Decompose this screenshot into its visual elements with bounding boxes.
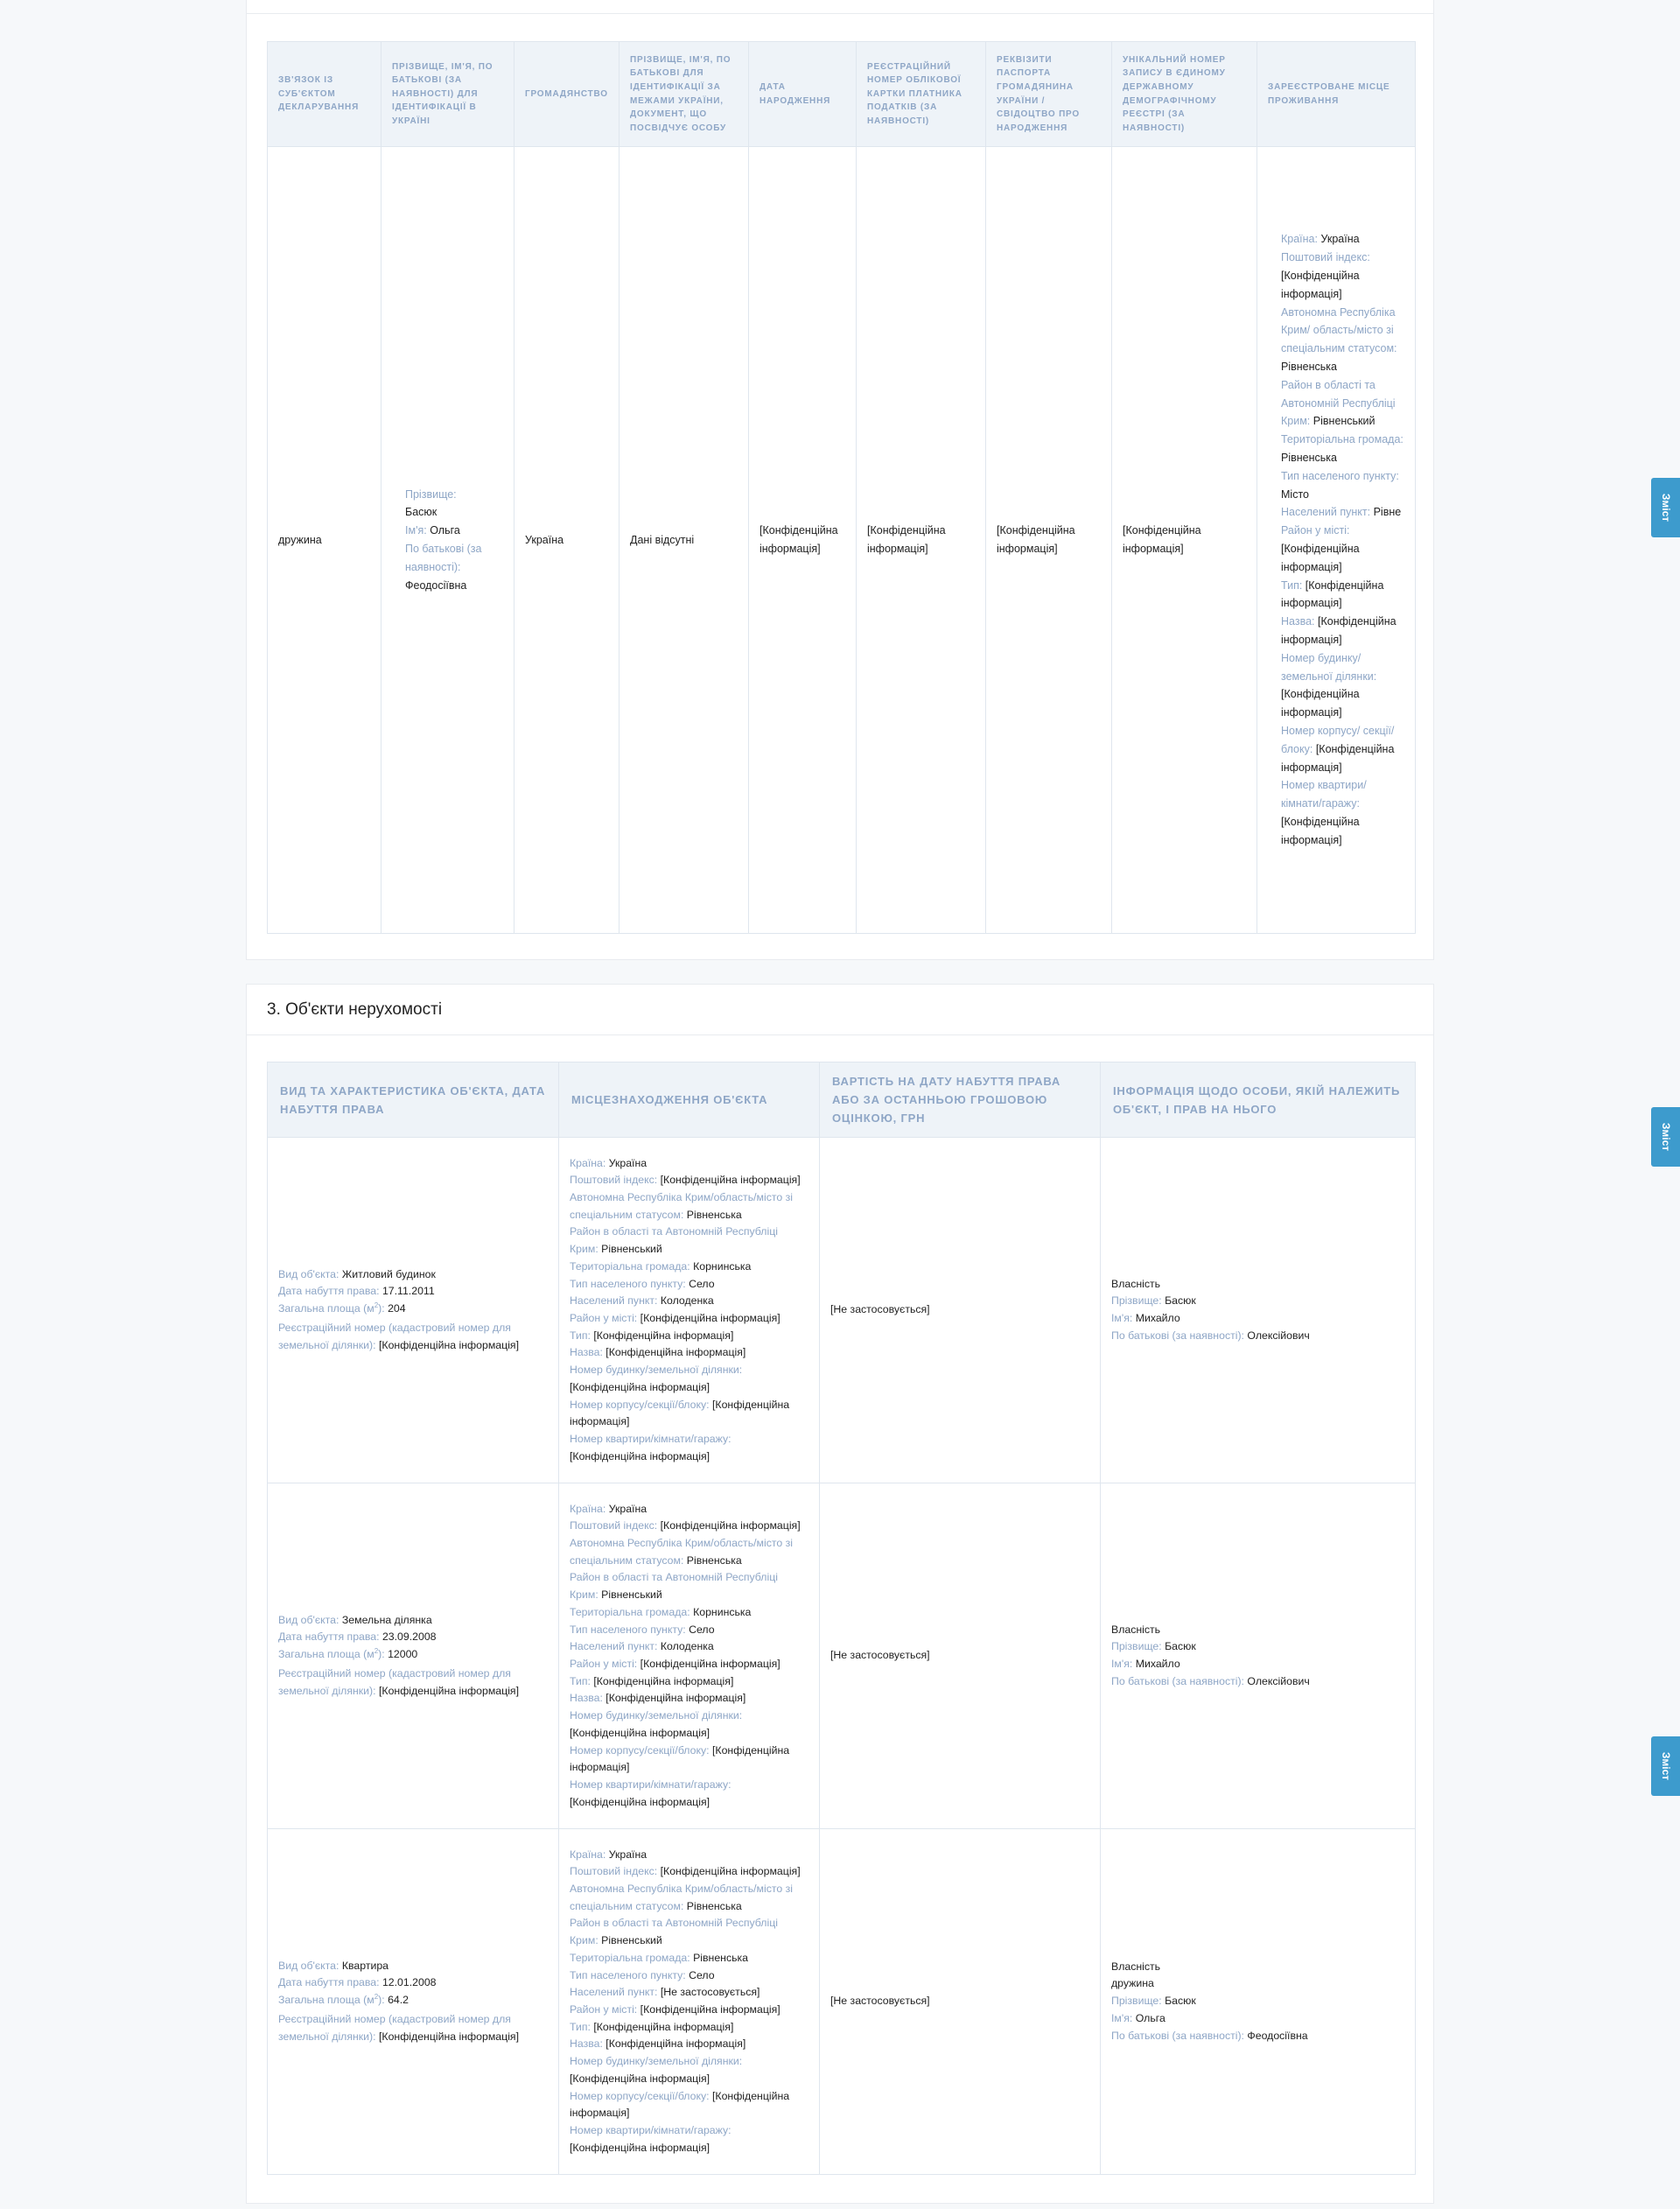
address-field-label: Країна: [1281, 233, 1318, 246]
location-cell [559, 1483, 820, 1829]
location-district-label: Район в області та Автономній Республіці Крим: [570, 1225, 778, 1256]
cadastral [278, 1320, 548, 1354]
acquired-date-label: Дата набуття права: [278, 1976, 380, 1989]
location-settlement-type-label: Тип населеного пункту: [570, 1968, 686, 1981]
address-field [1281, 613, 1404, 649]
object-type-label: Вид об'єкта: [278, 1959, 340, 1972]
location-building [570, 1743, 808, 1777]
address-field-value: [Конфіденційна інформація] [1281, 688, 1360, 719]
object-type [278, 1958, 548, 1975]
location-community-value: Корнинська [693, 1605, 752, 1618]
location-apartment-label: Номер квартири/кімнати/гаражу: [570, 1432, 732, 1445]
location-region-label: Автономна Республіка Крим/область/місто зі спеціальним статусом: [570, 1537, 793, 1567]
location-street-type-label: Тип: [570, 2020, 591, 2033]
address-field [1281, 522, 1404, 576]
address-field [1281, 467, 1404, 504]
location-settlement-value: [Не застосовується] [660, 1986, 760, 1999]
cadastral-value: [Конфіденційна інформація] [378, 1338, 520, 1351]
location-community [570, 1604, 808, 1622]
address-field-value: [Конфіденційна інформація] [1281, 815, 1360, 846]
owner-first-name-value: Ольга [1135, 2011, 1166, 2024]
location-community-value: Корнинська [693, 1259, 752, 1273]
address-field [1281, 249, 1404, 303]
object-type [278, 1612, 548, 1630]
object-type-value: Житловий будинок [341, 1267, 436, 1280]
address-field [1281, 577, 1404, 614]
address-field [1281, 304, 1404, 376]
location-region-value: Рівненська [686, 1208, 742, 1221]
location-settlement-type [570, 1622, 808, 1639]
location-postal [570, 1518, 808, 1535]
location-region-label: Автономна Республіка Крим/область/місто зі спеціальним статусом: [570, 1883, 793, 1912]
location-city-district-label: Район у місті: [570, 1658, 638, 1670]
column-header: ПРІЗВИЩЕ, ІМ'Я, ПО БАТЬКОВІ ДЛЯ ІДЕНТИФІКАЦІЇ ЗА МЕЖАМИ УКРАЇНИ, ДОКУМЕНТ, ЩО ПОСВІДЧУЄ ОСОБУ [620, 42, 749, 147]
acquired-date [278, 1629, 548, 1646]
owner-surname-label: Прізвище: [1111, 1640, 1162, 1653]
location-street-type-value: [Конфіденційна інформація] [593, 2020, 734, 2033]
acquired-date-label: Дата набуття права: [278, 1285, 380, 1298]
area-unit-power: 2 [374, 1993, 379, 2002]
location-apartment [570, 1777, 808, 1811]
owner-cell [1101, 1483, 1416, 1829]
location-country [570, 1847, 808, 1864]
location-settlement [570, 1638, 808, 1656]
location-cell [559, 1829, 820, 2175]
location-apartment [570, 2122, 808, 2156]
owner-surname-value: Басюк [1165, 1640, 1196, 1653]
location-street-name [570, 2036, 808, 2053]
address-field-value: Рівненська [1281, 361, 1337, 374]
relation-cell: дружина [268, 147, 382, 934]
area-label-end: ): [378, 1994, 385, 2007]
owner-patronymic-value: Феодосіївна [1247, 2029, 1308, 2042]
real-estate-table [267, 1062, 1416, 2175]
location-street-type [570, 1328, 808, 1345]
location-settlement-type-label: Тип населеного пункту: [570, 1277, 686, 1290]
owner-surname [1111, 1638, 1404, 1656]
location-settlement-type-value: Село [689, 1623, 715, 1636]
location-settlement-label: Населений пункт: [570, 1986, 658, 1999]
location-settlement [570, 1293, 808, 1310]
name-cell [382, 147, 514, 934]
acquired-date-value: 23.09.2008 [382, 1630, 437, 1644]
location-apartment-label: Номер квартири/кімнати/гаражу: [570, 2123, 732, 2136]
location-street-type-value: [Конфіденційна інформація] [593, 1674, 734, 1687]
address-field-value: [Конфіденційна інформація] [1281, 270, 1360, 300]
location-settlement-type [570, 1967, 808, 1985]
address-field-value: Рівне [1373, 506, 1402, 519]
area [278, 1992, 548, 2009]
location-house [570, 1708, 808, 1742]
location-building [570, 1397, 808, 1431]
owner-patronymic-value: Олексійович [1247, 1674, 1310, 1687]
location-building-value: [Конфіденційна інформація] [570, 1743, 790, 1774]
address-field-value: Рівненська [1281, 452, 1337, 465]
location-region [570, 1189, 808, 1224]
location-district [570, 1224, 808, 1258]
location-settlement-type-value: Село [689, 1277, 715, 1290]
location-house-value: [Конфіденційна інформація] [570, 1380, 710, 1393]
tax-number-cell: [Конфіденційна інформація] [857, 147, 986, 934]
location-house-label: Номер будинку/земельної ділянки: [570, 2055, 743, 2068]
location-street-name-value: [Конфіденційна інформація] [606, 1346, 746, 1359]
column-header: ВИД ТА ХАРАКТЕРИСТИКА ОБ'ЄКТА, ДАТА НАБУТТЯ ПРАВА [268, 1062, 559, 1138]
location-apartment-value: [Конфіденційна інформація] [570, 2141, 710, 2154]
location-building [570, 2088, 808, 2122]
section-title: 3. Об'єкти нерухомості [267, 1000, 443, 1019]
owner-first-name-value: Михайло [1135, 1658, 1180, 1670]
table-header-row [268, 1062, 1416, 1138]
owner-surname [1111, 1993, 1404, 2010]
contents-tab[interactable] [1651, 478, 1680, 537]
area-label [278, 1302, 385, 1315]
location-house-value: [Конфіденційна інформація] [570, 2072, 710, 2085]
card-divider [247, 1034, 1433, 1035]
location-street-name-label: Назва: [570, 2037, 603, 2051]
address-field-label: Тип населеного пункту: [1281, 469, 1399, 482]
first-name-label: Ім'я: [405, 524, 427, 537]
location-community [570, 1259, 808, 1276]
address-field-label: Поштовий індекс: [1281, 251, 1370, 264]
owner-first-name-label: Ім'я: [1111, 1658, 1133, 1670]
acquired-date-value: 12.01.2008 [382, 1976, 437, 1989]
location-country [570, 1501, 808, 1518]
address-field-label: Населений пункт: [1281, 506, 1371, 519]
owner-first-name-label: Ім'я: [1111, 1312, 1133, 1324]
location-country-value: Україна [608, 1502, 648, 1515]
address-cell [1257, 147, 1416, 934]
address-field-value: Місто [1281, 487, 1309, 501]
family-members-table [267, 41, 1416, 934]
patronymic-value: Феодосіївна [405, 579, 467, 592]
cadastral [278, 1666, 548, 1700]
location-country-label: Країна: [570, 1156, 606, 1169]
location-settlement-type-value: Село [689, 1968, 715, 1981]
area-value: 12000 [388, 1648, 418, 1661]
location-city-district [570, 2002, 808, 2019]
table-row [268, 1829, 1416, 2175]
demographic-number-cell: [Конфіденційна інформація] [1112, 147, 1257, 934]
location-building-value: [Конфіденційна інформація] [570, 1398, 790, 1428]
first-name-value: Ольга [430, 524, 460, 537]
owner-cell [1101, 1829, 1416, 2175]
location-building-value: [Конфіденційна інформація] [570, 2089, 790, 2120]
location-city-district-label: Район у місті: [570, 2003, 638, 2016]
address-field-value: Рівненський [1312, 415, 1376, 428]
location-district [570, 1569, 808, 1603]
object-type [278, 1266, 548, 1284]
address-field-label: Назва: [1281, 615, 1315, 628]
owner-patronymic [1111, 1673, 1404, 1691]
owner-patronymic [1111, 2028, 1404, 2045]
area-label-end: ): [378, 1648, 385, 1661]
cadastral-label: Реєстраційний номер (кадастровий номер для земельної ділянки): [278, 1321, 511, 1351]
cadastral-label: Реєстраційний номер (кадастровий номер для земельної ділянки): [278, 1666, 511, 1697]
location-postal-value: [Конфіденційна інформація] [660, 1519, 801, 1532]
cadastral-value: [Конфіденційна інформація] [378, 1684, 520, 1697]
contents-tab-label: Зміст [1659, 1122, 1672, 1152]
table-row [268, 147, 1416, 934]
location-region-label: Автономна Республіка Крим/область/місто зі спеціальним статусом: [570, 1191, 793, 1221]
location-country-value: Україна [608, 1848, 648, 1861]
location-settlement-value: Колоденка [660, 1294, 714, 1308]
location-city-district [570, 1656, 808, 1673]
location-apartment-label: Номер квартири/кімнати/гаражу: [570, 1778, 732, 1791]
family-members-card [246, 0, 1434, 960]
location-house-value: [Конфіденційна інформація] [570, 1726, 710, 1739]
column-header: РЕЄСТРАЦІЙНИЙ НОМЕР ОБЛІКОВОЇ КАРТКИ ПЛАТНИКА ПОДАТКІВ (ЗА НАЯВНОСТІ) [857, 42, 986, 147]
owner-patronymic [1111, 1328, 1404, 1345]
location-settlement-value: Колоденка [660, 1640, 714, 1653]
object-type-value: Квартира [341, 1959, 389, 1972]
contents-tab[interactable] [1651, 1107, 1680, 1167]
location-community-label: Територіальна громада: [570, 1951, 690, 1964]
location-postal-value: [Конфіденційна інформація] [660, 1174, 801, 1187]
location-community [570, 1950, 808, 1967]
first-name [405, 522, 503, 540]
address-field-value: [Конфіденційна інформація] [1281, 543, 1360, 573]
column-header: ЗАРЕЄСТРОВАНЕ МІСЦЕ ПРОЖИВАННЯ [1257, 42, 1416, 147]
location-postal-label: Поштовий індекс: [570, 1865, 658, 1878]
object-cell [268, 1829, 559, 2175]
location-country-label: Країна: [570, 1848, 606, 1861]
right-type: Власність [1111, 1623, 1161, 1636]
area [278, 1646, 548, 1664]
table-row [268, 1483, 1416, 1829]
acquired-date-value: 17.11.2011 [382, 1285, 435, 1298]
contents-tab-label: Зміст [1659, 493, 1672, 522]
location-apartment-value: [Конфіденційна інформація] [570, 1795, 710, 1808]
location-street-type [570, 1673, 808, 1691]
contents-tab-label: Зміст [1659, 1751, 1672, 1781]
column-header: РЕКВІЗИТИ ПАСПОРТА ГРОМАДЯНИНА УКРАЇНИ / СВІДОЦТВО ПРО НАРОДЖЕННЯ [986, 42, 1112, 147]
column-header: ГРОМАДЯНСТВО [514, 42, 620, 147]
location-cell [559, 1138, 820, 1483]
location-street-name-label: Назва: [570, 1346, 603, 1359]
table-header-row [268, 42, 1416, 147]
address-field-label: Тип: [1281, 579, 1303, 592]
acquired-date [278, 1283, 548, 1301]
object-type-value: Земельна ділянка [341, 1613, 432, 1626]
address-field [1281, 722, 1404, 776]
owner-patronymic-label: По батькові (за наявності): [1111, 1329, 1244, 1342]
owner-first-name-label: Ім'я: [1111, 2011, 1133, 2024]
acquired-date-label: Дата набуття права: [278, 1630, 380, 1644]
location-postal-label: Поштовий індекс: [570, 1174, 658, 1187]
owner-relation: дружина [1111, 1977, 1154, 1990]
location-settlement-label: Населений пункт: [570, 1640, 658, 1653]
column-header: МІСЦЕЗНАХОДЖЕННЯ ОБ'ЄКТА [559, 1062, 820, 1138]
area-label-text: Загальна площа (м [278, 1648, 374, 1661]
address-field-value: [Конфіденційна інформація] [1281, 615, 1396, 646]
column-header: ВАРТІСТЬ НА ДАТУ НАБУТТЯ ПРАВА АБО ЗА ОСТАННЬОЮ ГРОШОВОЮ ОЦІНКОЮ, ГРН [820, 1062, 1101, 1138]
address-field-label: Автономна Республіка Крим/ область/місто зі спеціальним статусом: [1281, 305, 1397, 355]
location-district-label: Район в області та Автономній Республіці Крим: [570, 1917, 778, 1947]
location-settlement [570, 1984, 808, 2002]
location-street-type-label: Тип: [570, 1674, 591, 1687]
location-district [570, 1915, 808, 1949]
location-district-value: Рівненський [601, 1934, 662, 1947]
address-field-label: Номер квартири/ кімнати/гаражу: [1281, 779, 1367, 810]
address-field [1281, 649, 1404, 722]
location-city-district-label: Район у місті: [570, 1312, 638, 1324]
column-header: ІНФОРМАЦІЯ ЩОДО ОСОБИ, ЯКІЙ НАЛЕЖИТЬ ОБ'ЄКТ, І ПРАВ НА НЬОГО [1101, 1062, 1416, 1138]
value-cell: [Не застосовується] [820, 1138, 1101, 1483]
location-street-name [570, 1344, 808, 1362]
owner-patronymic-value: Олексійович [1247, 1329, 1310, 1342]
value-cell: [Не застосовується] [820, 1829, 1101, 2175]
location-postal [570, 1863, 808, 1881]
owner-surname [1111, 1293, 1404, 1310]
cadastral-label: Реєстраційний номер (кадастровий номер для земельної ділянки): [278, 2012, 511, 2043]
area-label-text: Загальна площа (м [278, 1994, 374, 2007]
right-type: Власність [1111, 1277, 1161, 1290]
birth-date-cell: [Конфіденційна інформація] [749, 147, 857, 934]
address-field-value: [Конфіденційна інформація] [1281, 742, 1395, 774]
location-postal [570, 1172, 808, 1189]
address-field-label: Район в області та Автономній Республіці Крим: [1281, 378, 1396, 428]
patronymic-label: По батькові (за наявності): [405, 543, 482, 573]
location-region [570, 1535, 808, 1569]
location-street-type [570, 2019, 808, 2037]
owner-surname-value: Басюк [1165, 1294, 1196, 1308]
location-house-label: Номер будинку/земельної ділянки: [570, 1364, 743, 1377]
location-district-label: Район в області та Автономній Республіці Крим: [570, 1571, 778, 1602]
owner-first-name [1111, 1310, 1404, 1328]
area-unit-power: 2 [374, 1301, 379, 1310]
location-community-value: Рівненська [693, 1951, 748, 1964]
foreign-id-cell: Дані відсутні [620, 147, 749, 934]
object-type-label: Вид об'єкта: [278, 1267, 340, 1280]
location-district-value: Рівненський [601, 1243, 662, 1256]
passport-cell: [Конфіденційна інформація] [986, 147, 1112, 934]
owner-surname-label: Прізвище: [1111, 1995, 1162, 2008]
object-type-label: Вид об'єкта: [278, 1613, 340, 1626]
location-house [570, 2053, 808, 2087]
location-building-label: Номер корпусу/секції/блоку: [570, 1743, 710, 1757]
area-value: 204 [388, 1302, 406, 1315]
right-type: Власність [1111, 1960, 1161, 1973]
area-label [278, 1994, 385, 2006]
location-street-name-value: [Конфіденційна інформація] [606, 1692, 746, 1705]
column-header: УНІКАЛЬНИЙ НОМЕР ЗАПИСУ В ЄДИНОМУ ДЕРЖАВНОМУ ДЕМОГРАФІЧНОМУ РЕЄСТРІ (ЗА НАЯВНОСТІ) [1112, 42, 1257, 147]
area-value: 64.2 [388, 1994, 410, 2007]
location-region-value: Рівненська [686, 1899, 742, 1912]
location-apartment [570, 1431, 808, 1465]
address-field-label: Територіальна громада: [1281, 433, 1404, 446]
owner-surname-value: Басюк [1165, 1995, 1196, 2008]
location-house [570, 1362, 808, 1396]
location-street-name-label: Назва: [570, 1692, 603, 1705]
citizenship-cell: Україна [514, 147, 620, 934]
location-street-name-value: [Конфіденційна інформація] [606, 2037, 746, 2051]
location-postal-label: Поштовий індекс: [570, 1519, 658, 1532]
contents-tab[interactable] [1651, 1736, 1680, 1796]
area-unit-power: 2 [374, 1647, 379, 1656]
area [278, 1301, 548, 1318]
location-street-type-value: [Конфіденційна інформація] [593, 1329, 734, 1342]
location-building-label: Номер корпусу/секції/блоку: [570, 2089, 710, 2102]
location-settlement-type-label: Тип населеного пункту: [570, 1623, 686, 1636]
column-header: ЗВ'ЯЗОК ІЗ СУБ'ЄКТОМ ДЕКЛАРУВАННЯ [268, 42, 382, 147]
owner-patronymic-label: По батькові (за наявності): [1111, 2029, 1244, 2042]
location-country-value: Україна [608, 1156, 648, 1169]
location-settlement-label: Населений пункт: [570, 1294, 658, 1308]
location-city-district-value: [Конфіденційна інформація] [640, 1312, 780, 1324]
value-cell: [Не застосовується] [820, 1483, 1101, 1829]
owner-first-name [1111, 1656, 1404, 1673]
location-district-value: Рівненський [601, 1588, 662, 1602]
address-field [1281, 503, 1404, 522]
address-field-value: Україна [1320, 233, 1360, 246]
column-header: ПРІЗВИЩЕ, ІМ'Я, ПО БАТЬКОВІ (ЗА НАЯВНОСТІ) ДЛЯ ІДЕНТИФІКАЦІЇ В УКРАЇНІ [382, 42, 514, 147]
location-community-label: Територіальна громада: [570, 1259, 690, 1273]
location-city-district-value: [Конфіденційна інформація] [640, 2003, 780, 2016]
address-field-value: [Конфіденційна інформація] [1281, 579, 1384, 610]
location-country-label: Країна: [570, 1502, 606, 1515]
location-building-label: Номер корпусу/секції/блоку: [570, 1398, 710, 1411]
area-label [278, 1648, 385, 1660]
area-label-text: Загальна площа (м [278, 1302, 374, 1315]
location-region-value: Рівненська [686, 1553, 742, 1567]
location-house-label: Номер будинку/земельної ділянки: [570, 1709, 743, 1722]
owner-first-name-value: Михайло [1135, 1312, 1180, 1324]
address-field [1281, 230, 1404, 249]
column-header: ДАТА НАРОДЖЕННЯ [749, 42, 857, 147]
area-label-end: ): [378, 1302, 385, 1315]
location-region [570, 1881, 808, 1915]
location-apartment-value: [Конфіденційна інформація] [570, 1449, 710, 1462]
card-divider [247, 13, 1433, 14]
address-field [1281, 376, 1404, 431]
location-settlement-type [570, 1276, 808, 1294]
address-field [1281, 431, 1404, 467]
cadastral-value: [Конфіденційна інформація] [378, 2030, 520, 2043]
object-cell [268, 1138, 559, 1483]
location-city-district [570, 1310, 808, 1328]
table-row [268, 1138, 1416, 1483]
acquired-date [278, 1974, 548, 1992]
address-field [1281, 776, 1404, 849]
owner-first-name [1111, 2010, 1404, 2028]
surname-value: Басюк [405, 506, 438, 519]
location-city-district-value: [Конфіденційна інформація] [640, 1658, 780, 1670]
location-postal-value: [Конфіденційна інформація] [660, 1865, 801, 1878]
object-cell [268, 1483, 559, 1829]
location-community-label: Територіальна громада: [570, 1605, 690, 1618]
location-street-name [570, 1690, 808, 1708]
owner-patronymic-label: По батькові (за наявності): [1111, 1674, 1244, 1687]
surname-label: Прізвище: [405, 487, 457, 501]
address-field-label: Номер будинку/ земельної ділянки: [1281, 651, 1377, 683]
cadastral [278, 2011, 548, 2045]
owner-surname-label: Прізвище: [1111, 1294, 1162, 1308]
location-country [570, 1155, 808, 1173]
owner-cell [1101, 1138, 1416, 1483]
address-field-label: Район у місті: [1281, 524, 1350, 537]
location-street-type-label: Тип: [570, 1329, 591, 1342]
address-field-label: Номер корпусу/ секції/блоку: [1281, 724, 1395, 755]
real-estate-card [246, 984, 1434, 2204]
